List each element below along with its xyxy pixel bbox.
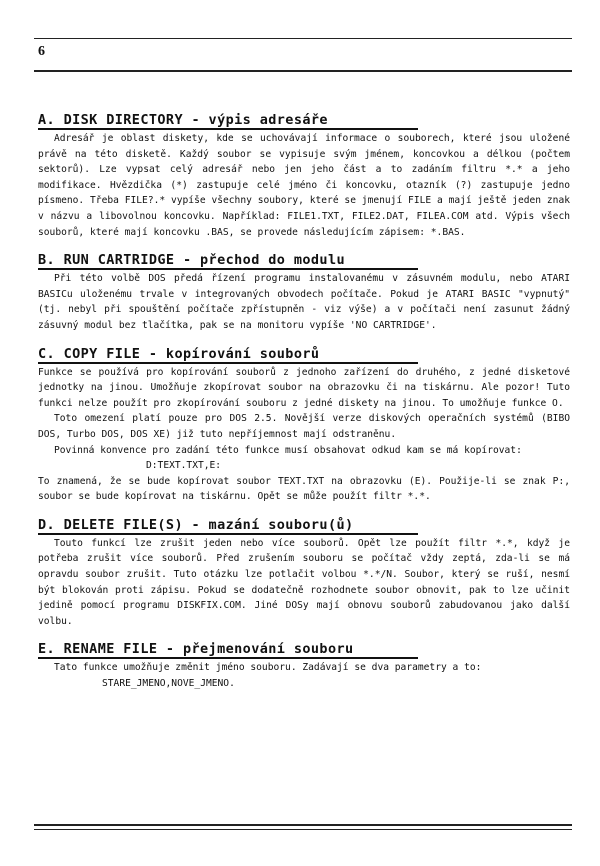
paragraph: Funkce se používá pro kopírování souborů z jednoho zařízení do druhého, z jedné disketové jednotky na jinou. Umožňuje zkopírovat soubor na obrazovku či na tiskárnu. Ale pozor! Tuto funkci nelze použít pro zkopírování souboru z jedné diskety na jinou. To umožňuje funkce O. bbox=[38, 366, 570, 409]
paragraph: Toto omezení platí pouze pro DOS 2.5. Novější verze diskových operačních systémů (BIBO DOS, Turbo DOS, DOS XE) již tuto nepříjemnost mají odstraněnu. bbox=[38, 413, 570, 440]
section-copy-file bbox=[38, 346, 570, 505]
header-rule bbox=[34, 70, 572, 72]
section-heading: C. COPY FILE - kopírování souborů bbox=[38, 346, 418, 364]
paragraph: Tato funkce umožňuje změnit jméno souboru. Zadávají se dva parametry a to: bbox=[54, 662, 482, 674]
section-heading: B. RUN CARTRIDGE - přechod do modulu bbox=[38, 252, 418, 270]
section-heading: D. DELETE FILE(S) - mazání souboru(ů) bbox=[38, 517, 418, 535]
top-rule bbox=[34, 38, 572, 39]
page-content bbox=[38, 112, 570, 704]
section-heading: E. RENAME FILE - přejmenování souboru bbox=[38, 641, 418, 659]
footer-rule-thin bbox=[34, 829, 572, 830]
paragraph: To znamená, že se bude kopírovat soubor TEXT.TXT na obrazovku (E). Použije-li se znak P:, soubor se bude kopírovat na tiskárnu. Opět se může použít filtr *.*. bbox=[38, 475, 570, 503]
paragraph: Při této volbě DOS předá řízení programu instalovanému v zásuvném modulu, nebo ATARI BASICu uloženému trvale v integrovaných obvodech počítače. Pokud je ATARI BASIC "vypnutý" (tj. nebyl při spouštění počítače zpřístupněn - viz výše) a v počítači není zasunut žádný zásuvný modul bez tlačítka, pak se na monitoru vypíše 'NO CARTRIDGE'. bbox=[38, 273, 570, 331]
paragraph: Povinná konvence pro zadání této funkce musí obsahovat odkud kam se má kopírovat: bbox=[54, 444, 522, 456]
section-run-cartridge bbox=[38, 252, 570, 333]
section-delete-files bbox=[38, 517, 570, 630]
code-example: STARE_JMENO,NOVE_JMENO. bbox=[102, 678, 235, 690]
code-example: D:TEXT.TXT,E: bbox=[146, 460, 222, 472]
section-rename-file bbox=[38, 641, 570, 691]
page-number: 6 bbox=[38, 44, 45, 59]
paragraph: Touto funkcí lze zrušit jeden nebo více souborů. Opět lze použít filtr *.*, když je potřeba zrušit více souborů. Před zrušením souboru se počítač vždy zeptá, zda-li se má opravdu soubor zrušit. Tuto otázku lze potlačit volbou *.*/N. Soubor, který se ruší, nesmí být blokován proti zápisu. Pokud se dodatečně rozhodnete soubor obnovit, pak to lze učinit jedině pomocí programu DISKFIX.COM. Jiné DOSy mají obnovu souborů zabudovanou jako další volbu. bbox=[38, 537, 570, 627]
footer-rule bbox=[34, 824, 572, 826]
section-disk-directory bbox=[38, 112, 570, 240]
paragraph: Adresář je oblast diskety, kde se uchovávají informace o souborech, které jsou uložené právě na této disketě. Každý soubor se vypisuje svým jménem, koncovkou a délkou (počtem sektorů). Lze vypsat celý adresář nebo jen jeho část a to zadáním filtru *.* a jeho modifikace. Hvězdička (*) zastupuje celé jméno či koncovku, otazník (?) zastupuje jedno písmeno. Třeba FILE?.* vypíše všechny soubory, které se jmenují FILE a mají ještě jeden znak v názvu a libovolnou koncovku. Například: FILE1.TXT, FILE2.DAT, FILEA.COM atd. Výpis všech souborů, které mají koncovku .BAS, se provede následujícím zápisem: *.BAS. bbox=[38, 133, 570, 238]
section-heading: A. DISK DIRECTORY - výpis adresáře bbox=[38, 112, 418, 130]
